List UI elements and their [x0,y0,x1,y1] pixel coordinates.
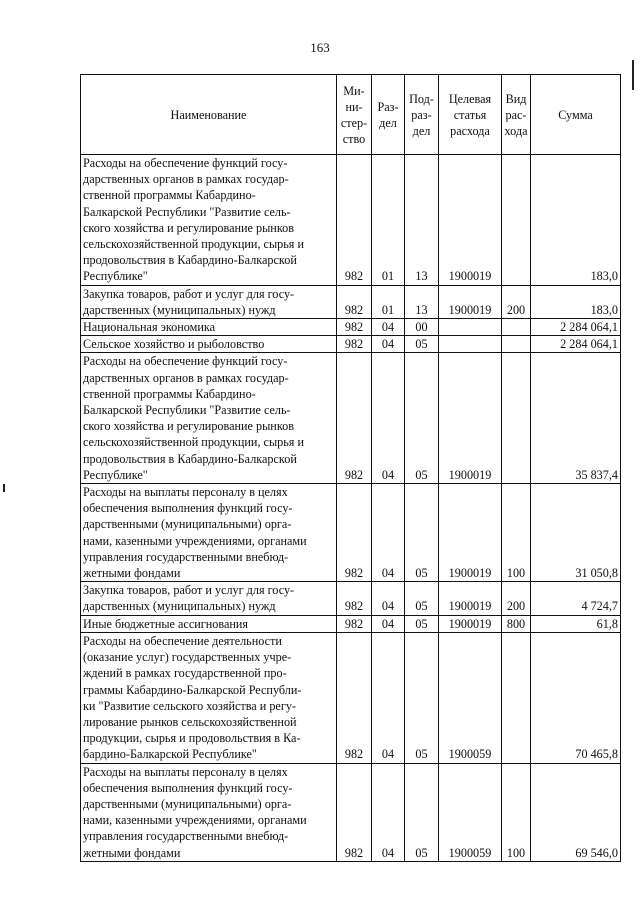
cell-target: 1900019 [439,285,502,318]
cell-target: 1900019 [439,484,502,582]
cell-section: 04 [372,319,405,336]
table-row [81,582,621,615]
cell-sum: 2 284 064,1 [531,336,621,353]
cell-target: 1900019 [439,615,502,632]
cell-subsection: 05 [405,632,439,763]
cell-section: 04 [372,763,405,861]
table-row [81,484,621,582]
header-expense-type: Вид рас- хода [502,75,531,155]
cell-name: Национальная экономика [81,319,337,336]
cell-ministry: 982 [337,285,372,318]
scan-edge-mark-top [632,60,634,90]
cell-name: Иные бюджетные ассигнования [81,615,337,632]
table-row [81,763,621,861]
cell-expense-type [502,632,531,763]
cell-ministry: 982 [337,582,372,615]
table-row [81,353,621,484]
cell-section: 04 [372,632,405,763]
header-ministry: Ми- ни- стер- ство [337,75,372,155]
cell-subsection: 05 [405,763,439,861]
cell-section: 04 [372,336,405,353]
header-section: Раз- дел [372,75,405,155]
cell-target: 1900019 [439,155,502,286]
header-sum: Сумма [531,75,621,155]
cell-target: 1900019 [439,353,502,484]
table-row [81,155,621,286]
table-header-row [81,75,621,155]
cell-section: 01 [372,155,405,286]
cell-ministry: 982 [337,615,372,632]
cell-name: Сельское хозяйство и рыболовство [81,336,337,353]
cell-expense-type [502,353,531,484]
header-subsection: Под- раз- дел [405,75,439,155]
cell-target [439,336,502,353]
page-number: 163 [310,40,330,55]
cell-ministry: 982 [337,484,372,582]
cell-target: 1900059 [439,632,502,763]
cell-ministry: 982 [337,632,372,763]
table-row [81,336,621,353]
cell-ministry: 982 [337,319,372,336]
cell-subsection: 00 [405,319,439,336]
cell-subsection: 13 [405,285,439,318]
cell-expense-type [502,155,531,286]
cell-section: 04 [372,582,405,615]
cell-name: Расходы на обеспечение деятельности (оказание услуг) государственных учре- ждений в рамках государственной про- граммы Кабардино-Балкарской Республи- ки "Развитие сельского хозяйства и регу- лирование рынков сельскохозяйственной продукции, сырья и продовольствия в Ка- бардино-Балкарской Республике" [81,632,337,763]
cell-target: 1900059 [439,763,502,861]
cell-ministry: 982 [337,763,372,861]
cell-name: Расходы на выплаты персоналу в целях обеспечения выполнения функций госу- дарственными (муниципальными) орга- нами, казенными учреждениями, органами управления государственными внебюд- жетными фондами [81,484,337,582]
table-row [81,319,621,336]
cell-subsection: 05 [405,336,439,353]
cell-sum: 61,8 [531,615,621,632]
cell-ministry: 982 [337,155,372,286]
cell-target: 1900019 [439,582,502,615]
cell-name: Закупка товаров, работ и услуг для госу- дарственных (муниципальных) нужд [81,582,337,615]
cell-section: 04 [372,484,405,582]
table-row [81,285,621,318]
budget-table [80,74,621,862]
cell-expense-type: 200 [502,285,531,318]
cell-expense-type: 800 [502,615,531,632]
cell-sum: 35 837,4 [531,353,621,484]
cell-expense-type [502,336,531,353]
cell-name: Расходы на выплаты персоналу в целях обеспечения выполнения функций госу- дарственными (муниципальными) орга- нами, казенными учреждениями, органами управления государственными внебюд- жетными фондами [81,763,337,861]
cell-sum: 2 284 064,1 [531,319,621,336]
cell-expense-type [502,319,531,336]
cell-sum: 4 724,7 [531,582,621,615]
cell-ministry: 982 [337,353,372,484]
cell-subsection: 05 [405,582,439,615]
cell-sum: 31 050,8 [531,484,621,582]
cell-section: 04 [372,353,405,484]
cell-section: 04 [372,615,405,632]
cell-target [439,319,502,336]
cell-sum: 70 465,8 [531,632,621,763]
header-name: Наименование [81,75,337,155]
cell-section: 01 [372,285,405,318]
cell-name: Закупка товаров, работ и услуг для госу- дарственных (муниципальных) нужд [81,285,337,318]
cell-sum: 69 546,0 [531,763,621,861]
cell-subsection: 13 [405,155,439,286]
cell-expense-type: 100 [502,763,531,861]
cell-expense-type: 100 [502,484,531,582]
cell-subsection: 05 [405,484,439,582]
cell-expense-type: 200 [502,582,531,615]
cell-sum: 183,0 [531,285,621,318]
table-row [81,615,621,632]
cell-sum: 183,0 [531,155,621,286]
cell-name: Расходы на обеспечение функций госу- дарственных органов в рамках государ- ственной программы Кабардино- Балкарской Республики "Развитие сель- ского хозяйства и регулирование рынков сельскохозяйственной продукции, сырья и продовольствия в Кабардино-Балкарской Республике" [81,155,337,286]
cell-ministry: 982 [337,336,372,353]
cell-subsection: 05 [405,353,439,484]
cell-name: Расходы на обеспечение функций госу- дарственных органов в рамках государ- ственной программы Кабардино- Балкарской Республики "Развитие сель- ского хозяйства и регулирование рынков сельскохозяйственной продукции, сырья и продовольствия в Кабардино-Балкарской Республике" [81,353,337,484]
scan-edge-mark-left [3,484,5,492]
header-target: Целевая статья расхода [439,75,502,155]
cell-subsection: 05 [405,615,439,632]
table-row [81,632,621,763]
